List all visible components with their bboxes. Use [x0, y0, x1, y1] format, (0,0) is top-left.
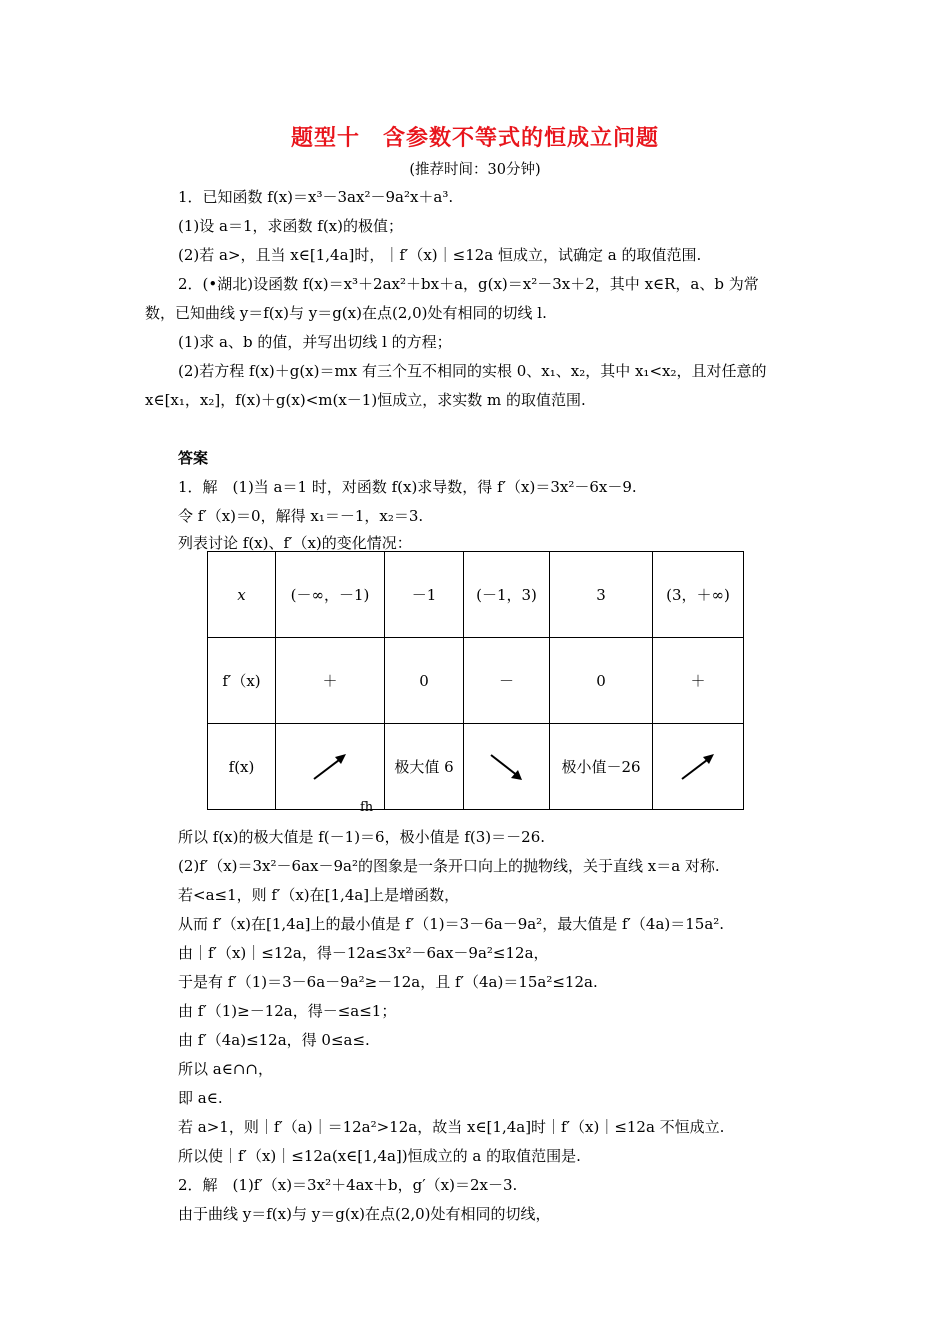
answer-line: 列表讨论 f(x)、f′（x)的变化情况：: [178, 534, 412, 552]
increasing-arrow-icon: [310, 751, 350, 783]
problem-2-part-2: (2)若方程 f(x)＋g(x)＝mx 有三个互不相同的实根 0、x₁、x₂，其中 x₁<x₂，且对任意的: [178, 362, 767, 380]
table-cell: x: [208, 552, 276, 638]
table-cell: ＋: [653, 638, 744, 724]
problem-1-statement: 1．已知函数 f(x)＝x³－3ax²－9a²x＋a³.: [178, 188, 454, 206]
problem-1-part-2: (2)若 a>，且当 x∈[1,4a]时，｜f′（x)｜≤12a 恒成立，试确定 a 的取值范围.: [178, 246, 702, 264]
answer-line: 若<a≤1，则 f′（x)在[1,4a]上是增函数，: [178, 886, 460, 904]
answer-line: 1．解 (1)当 a＝1 时，对函数 f(x)求导数，得 f′（x)＝3x²－6x－9.: [178, 478, 637, 496]
answer-line: 2．解 (1)f′（x)＝3x²＋4ax＋b，g′（x)＝2x－3.: [178, 1176, 518, 1194]
table-cell: 极小值－26: [550, 724, 653, 810]
table-cell: [653, 724, 744, 810]
table-row: [208, 638, 744, 724]
answer-line: 若 a>1，则｜f′（a)｜＝12a²>12a，故当 x∈[1,4a]时｜f′（x)｜≤12a 不恒成立.: [178, 1118, 725, 1136]
table-cell: －: [464, 638, 550, 724]
table-cell: (－1，3): [464, 552, 550, 638]
recommended-time: (推荐时间：30分钟): [409, 162, 541, 178]
table-cell: (－∞，－1): [276, 552, 385, 638]
problem-2-statement-cont: 数，已知曲线 y＝f(x)与 y＝g(x)在点(2,0)处有相同的切线 l.: [145, 304, 547, 322]
table-row: [208, 724, 744, 810]
increasing-arrow-icon: [678, 751, 718, 783]
answer-line: 所以 f(x)的极大值是 f(－1)＝6，极小值是 f(3)＝－26.: [178, 828, 546, 846]
table-cell: ＋: [276, 638, 385, 724]
answer-line: 从而 f′（x)在[1,4a]上的最小值是 f′（1)＝3－6a－9a²，最大值是 f′（4a)＝15a².: [178, 915, 725, 933]
problem-1-part-1: (1)设 a＝1，求函数 f(x)的极值；: [178, 217, 403, 235]
table-row: [208, 552, 744, 638]
table-cell: 0: [550, 638, 653, 724]
answer-line: 由 f′（4a)≤12a，得 0≤a≤.: [178, 1031, 370, 1049]
table-cell: －1: [385, 552, 464, 638]
problem-2-statement: 2．(•湖北)设函数 f(x)＝x³＋2ax²＋bx＋a，g(x)＝x²－3x＋2，其中 x∈R，a、b 为常: [178, 275, 759, 293]
table-cell: 极大值 6: [385, 724, 464, 810]
decreasing-arrow-icon: [487, 751, 527, 783]
table-cell: 0: [385, 638, 464, 724]
answer-line: 令 f′（x)＝0，解得 x₁＝－1，x₂＝3.: [178, 507, 424, 525]
answer-line: 由｜f′（x)｜≤12a，得－12a≤3x²－6ax－9a²≤12a，: [178, 944, 549, 962]
table-cell: f(x): [208, 724, 276, 810]
table-cell: (3，＋∞): [653, 552, 744, 638]
table-cell: 3: [550, 552, 653, 638]
table-cell: [276, 724, 385, 810]
answer-line: 由于曲线 y＝f(x)与 y＝g(x)在点(2,0)处有相同的切线，: [178, 1205, 551, 1223]
answer-line: (2)f′（x)＝3x²－6ax－9a²的图象是一条开口向上的抛物线，关于直线 x＝a 对称.: [178, 857, 720, 875]
answer-heading: 答案: [178, 449, 209, 467]
answer-line: 即 a∈.: [178, 1089, 223, 1107]
answer-line: 所以使｜f′（x)｜≤12a(x∈[1,4a])恒成立的 a 的取值范围是.: [178, 1147, 581, 1165]
stray-mark: fh: [360, 800, 374, 815]
problem-2-part-1: (1)求 a、b 的值，并写出切线 l 的方程；: [178, 333, 452, 351]
page-title: 题型十 含参数不等式的恒成立问题: [290, 126, 659, 151]
problem-2-part-2-cont: x∈[x₁，x₂]，f(x)＋g(x)<m(x－1)恒成立，求实数 m 的取值范围.: [145, 391, 586, 409]
answer-line: 所以 a∈∩∩，: [178, 1060, 273, 1078]
answer-line: 由 f′（1)≥－12a，得－≤a≤1；: [178, 1002, 397, 1020]
table-cell: [464, 724, 550, 810]
table-cell: f′（x): [208, 638, 276, 724]
answer-line: 于是有 f′（1)＝3－6a－9a²≥－12a，且 f′（4a)＝15a²≤12a.: [178, 973, 598, 991]
variation-table: [207, 551, 744, 810]
